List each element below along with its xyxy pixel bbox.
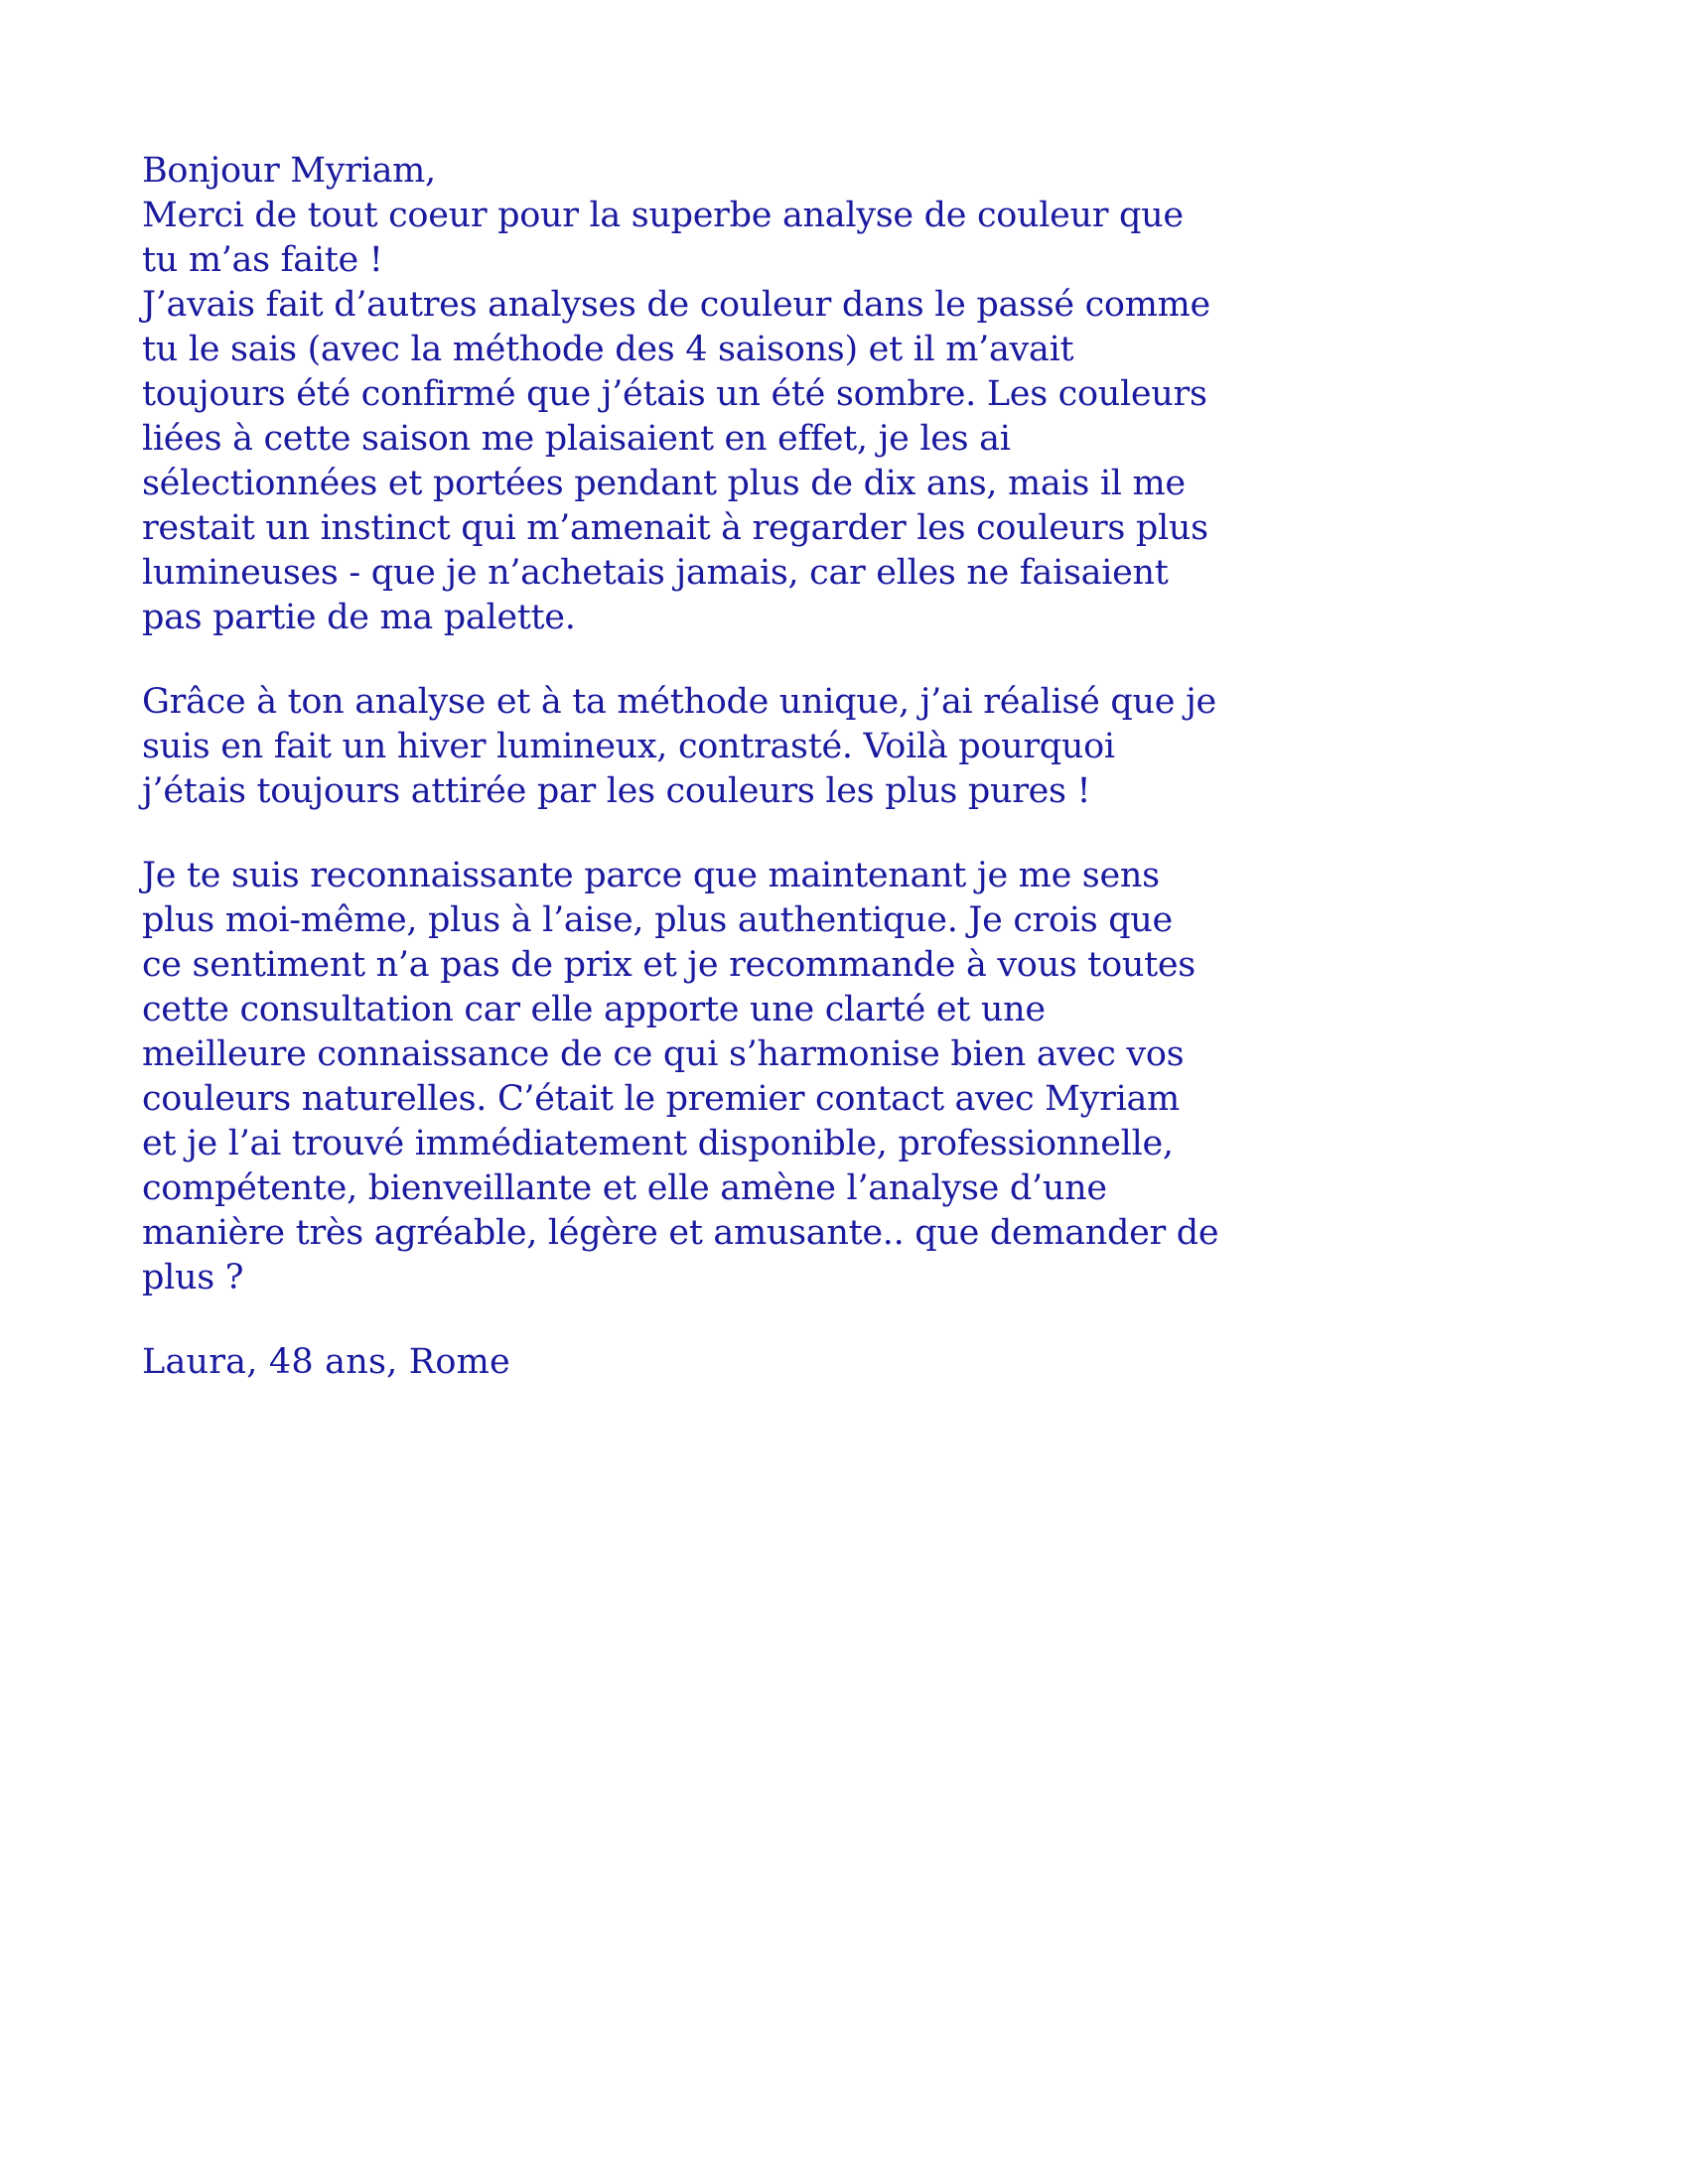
paragraph-realization xyxy=(142,680,1552,814)
text-line: sélectionnées et portées pendant plus de dix ans, mais il me xyxy=(142,464,1186,503)
text-line: manière très agréable, légère et amusante.. que demander de xyxy=(142,1213,1219,1253)
letter-body xyxy=(142,149,1552,1385)
text-line: tu le sais (avec la méthode des 4 saisons) et il m’avait xyxy=(142,330,1074,369)
text-line: meilleure connaissance de ce qui s’harmonise bien avec vos xyxy=(142,1034,1185,1074)
text-line: cette consultation car elle apporte une clarté et une xyxy=(142,990,1046,1029)
paragraph-greeting-and-intro xyxy=(142,149,1552,640)
text-line: Merci de tout coeur pour la superbe analyse de couleur que xyxy=(142,196,1184,235)
text-line: suis en fait un hiver lumineux, contrasté. Voilà pourquoi xyxy=(142,727,1115,766)
text-line: plus ? xyxy=(142,1258,244,1297)
text-line: ce sentiment n’a pas de prix et je recommande à vous toutes xyxy=(142,945,1196,985)
text-line: Je te suis reconnaissante parce que maintenant je me sens xyxy=(142,856,1160,895)
text-line: tu m’as faite ! xyxy=(142,240,383,280)
text-line: liées à cette saison me plaisaient en effet, je les ai xyxy=(142,419,1011,459)
text-line: restait un instinct qui m’amenait à regarder les couleurs plus xyxy=(142,508,1208,548)
text-line: lumineuses - que je n’achetais jamais, car elles ne faisaient xyxy=(142,553,1169,593)
paragraph-gratitude-and-recommendation xyxy=(142,854,1552,1300)
paragraph-signature xyxy=(142,1340,1552,1385)
text-line: toujours été confirmé que j’étais un été sombre. Les couleurs xyxy=(142,374,1207,414)
text-line: couleurs naturelles. C’était le premier contact avec Myriam xyxy=(142,1079,1180,1119)
text-line: Bonjour Myriam, xyxy=(142,151,436,191)
text-line: j’étais toujours attirée par les couleurs les plus pures ! xyxy=(142,771,1091,811)
text-line: pas partie de ma palette. xyxy=(142,598,576,637)
text-line: Grâce à ton analyse et à ta méthode unique, j’ai réalisé que je xyxy=(142,682,1216,722)
text-line: et je l’ai trouvé immédiatement disponible, professionnelle, xyxy=(142,1124,1174,1163)
text-line: J’avais fait d’autres analyses de couleur dans le passé comme xyxy=(142,285,1210,325)
signature-line: Laura, 48 ans, Rome xyxy=(142,1342,510,1382)
text-line: plus moi-même, plus à l’aise, plus authentique. Je crois que xyxy=(142,900,1173,940)
text-line: compétente, bienveillante et elle amène l’analyse d’une xyxy=(142,1168,1107,1208)
